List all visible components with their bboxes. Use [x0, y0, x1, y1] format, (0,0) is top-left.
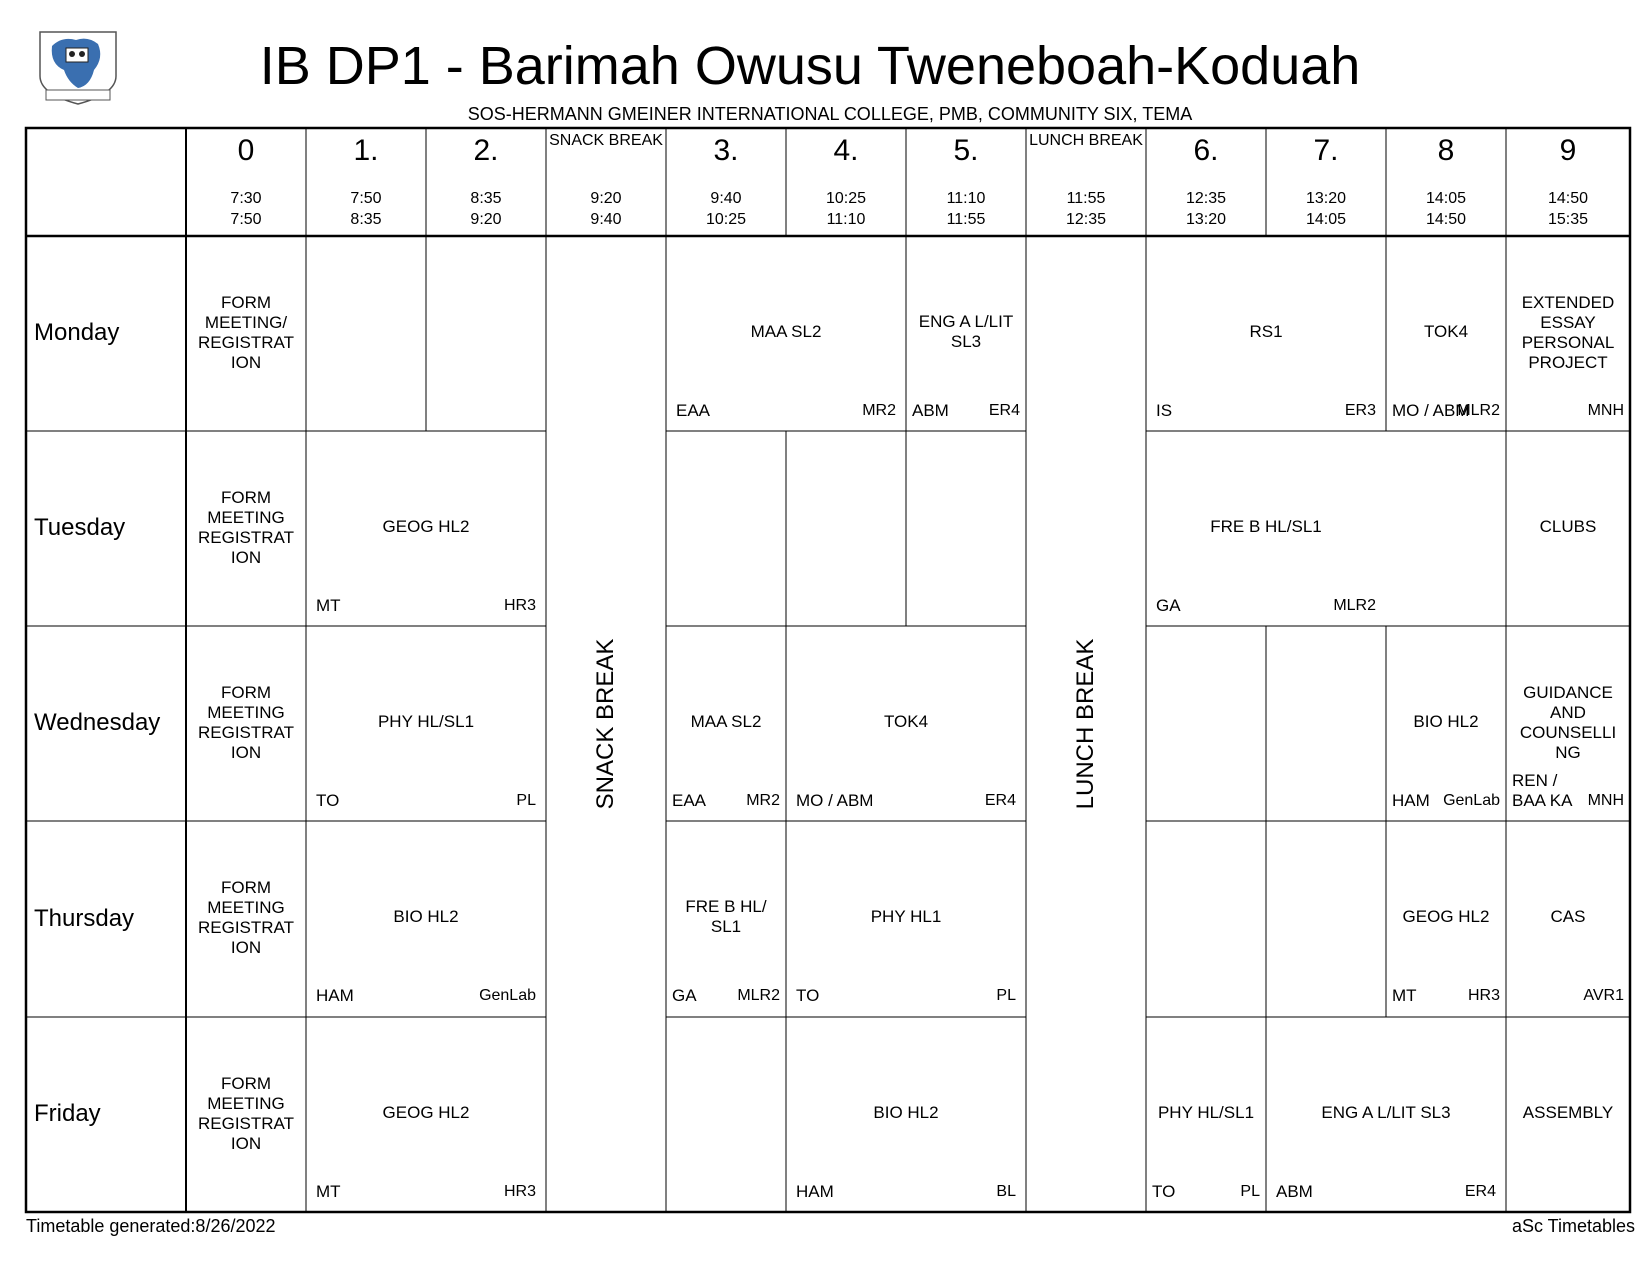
- period-number: 4.: [833, 134, 859, 167]
- lesson-subject: CAS: [1550, 907, 1586, 926]
- lesson-subject: FORM MEETING REGISTRAT ION: [197, 488, 295, 567]
- lesson-cell[interactable]: [1386, 821, 1506, 1017]
- brand-label: aSc Timetables: [1511, 1216, 1635, 1236]
- snack-break-label: SNACK BREAK: [592, 638, 619, 810]
- lesson-cell[interactable]: [1506, 1017, 1630, 1212]
- lesson-room: HR3: [1467, 987, 1500, 1004]
- lesson-subject: PHY HL1: [870, 907, 942, 926]
- period-number: 5.: [953, 134, 979, 167]
- period-number: 9: [1559, 134, 1577, 167]
- lesson-cell[interactable]: [666, 626, 786, 821]
- lesson-cell[interactable]: [1146, 236, 1386, 431]
- lesson-teacher: ABM: [912, 401, 949, 420]
- lesson-cell[interactable]: [1506, 821, 1630, 1017]
- lesson-teacher: MO / ABM: [1392, 401, 1470, 420]
- lesson-room: MNH: [1587, 792, 1624, 809]
- period-number: 0: [237, 134, 255, 167]
- lesson-teacher: HAM: [1392, 791, 1430, 810]
- lesson-subject: GEOG HL2: [382, 517, 470, 536]
- period-number: 6.: [1193, 134, 1219, 167]
- generated-date: Timetable generated:8/26/2022: [26, 1216, 276, 1236]
- lesson-cell[interactable]: [186, 1017, 306, 1212]
- lesson-cell[interactable]: [186, 821, 306, 1017]
- lesson-subject: MAA SL2: [690, 712, 762, 731]
- lesson-subject: BIO HL2: [1413, 712, 1479, 731]
- period-time: 10:25 11:10: [825, 190, 867, 228]
- lesson-teacher: HAM: [796, 1182, 834, 1201]
- lesson-room: MLR2: [1457, 402, 1500, 419]
- lesson-cell[interactable]: [186, 431, 306, 626]
- lesson-teacher: EAA: [672, 791, 707, 810]
- lesson-room: MNH: [1587, 402, 1624, 419]
- lesson-subject: FORM MEETING REGISTRAT ION: [197, 878, 295, 957]
- lesson-cell[interactable]: [1266, 1017, 1506, 1212]
- lesson-cell[interactable]: [186, 626, 306, 821]
- period-number: 1.: [353, 134, 379, 167]
- lesson-room: PL: [1240, 1183, 1260, 1200]
- lesson-cell[interactable]: [1386, 626, 1506, 821]
- lesson-room: ER4: [1464, 1183, 1496, 1200]
- lesson-subject: BIO HL2: [393, 907, 459, 926]
- lesson-cell[interactable]: [1386, 236, 1506, 431]
- lesson-subject: GUIDANCE AND COUNSELLI NG: [1519, 683, 1617, 762]
- period-number: 2.: [473, 134, 499, 167]
- lesson-subject: CLUBS: [1539, 517, 1597, 536]
- lesson-teacher: GA: [1156, 596, 1181, 615]
- lesson-teacher: TO: [316, 791, 340, 810]
- lesson-room: ER4: [984, 792, 1016, 809]
- lesson-cell[interactable]: [1146, 1017, 1266, 1212]
- lesson-room: PL: [516, 792, 536, 809]
- lesson-cell[interactable]: [1506, 431, 1630, 626]
- lesson-subject: TOK4: [1423, 322, 1469, 341]
- lesson-room: AVR1: [1583, 987, 1624, 1004]
- lesson-subject: ASSEMBLY: [1522, 1103, 1614, 1122]
- lesson-room: BL: [996, 1183, 1016, 1200]
- lesson-room: MLR2: [737, 987, 780, 1004]
- lesson-subject: MAA SL2: [750, 322, 822, 341]
- lesson-room: MR2: [862, 402, 896, 419]
- period-time: 13:20 14:05: [1305, 190, 1347, 228]
- lesson-cell[interactable]: [1506, 626, 1630, 821]
- period-time: 12:35 13:20: [1185, 190, 1227, 228]
- period-number: 8: [1437, 134, 1455, 167]
- day-label-thursday: Thursday: [34, 905, 135, 932]
- lesson-subject: FORM MEETING/ REGISTRAT ION: [197, 293, 295, 372]
- lesson-subject: GEOG HL2: [382, 1103, 470, 1122]
- page-title: IB DP1 - Barimah Owusu Tweneboah-Koduah: [259, 36, 1361, 96]
- lesson-room: MLR2: [1333, 597, 1376, 614]
- lesson-teacher: MO / ABM: [796, 791, 874, 810]
- lesson-cell[interactable]: [306, 821, 546, 1017]
- lesson-teacher: ABM: [1276, 1182, 1313, 1201]
- lesson-teacher: MT: [1392, 986, 1417, 1005]
- lesson-room: ER3: [1344, 402, 1376, 419]
- lesson-room: HR3: [503, 1183, 536, 1200]
- lesson-subject: ENG A L/LIT SL3: [1321, 1103, 1451, 1122]
- lesson-subject: PHY HL/SL1: [377, 712, 475, 731]
- lesson-cell[interactable]: [306, 626, 546, 821]
- lesson-cell[interactable]: [306, 431, 546, 626]
- lesson-teacher: TO: [1152, 1182, 1176, 1201]
- lesson-subject: TOK4: [883, 712, 929, 731]
- lesson-teacher: REN / BAA KA: [1512, 771, 1573, 810]
- lesson-teacher: GA: [672, 986, 697, 1005]
- lesson-subject: FRE B HL/ SL1: [685, 897, 767, 936]
- day-label-monday: Monday: [34, 319, 120, 346]
- lesson-cell[interactable]: [186, 236, 306, 431]
- lesson-teacher: IS: [1156, 401, 1173, 420]
- period-time: 9:40 10:25: [705, 190, 747, 228]
- period-time: 9:20 9:40: [590, 190, 622, 228]
- lesson-teacher: EAA: [676, 401, 711, 420]
- lesson-teacher: MT: [316, 596, 341, 615]
- day-label-wednesday: Wednesday: [34, 709, 161, 736]
- period-time: 11:55 12:35: [1065, 190, 1107, 228]
- lesson-teacher: MT: [316, 1182, 341, 1201]
- lunch-break-label: LUNCH BREAK: [1072, 638, 1099, 810]
- lesson-cell[interactable]: [666, 821, 786, 1017]
- period-time: 8:35 9:20: [470, 190, 502, 228]
- lesson-subject: ENG A L/LIT SL3: [918, 312, 1014, 351]
- lunch-break-header: LUNCH BREAK: [1029, 132, 1143, 149]
- day-label-friday: Friday: [34, 1100, 101, 1127]
- lesson-room: ER4: [988, 402, 1020, 419]
- lesson-subject: EXTENDED ESSAY PERSONAL PROJECT: [1521, 293, 1615, 372]
- lesson-subject: RS1: [1249, 322, 1283, 341]
- lesson-subject: FORM MEETING REGISTRAT ION: [197, 683, 295, 762]
- period-time: 14:50 15:35: [1547, 190, 1589, 228]
- lesson-cell[interactable]: [906, 236, 1026, 431]
- period-number: 7.: [1313, 134, 1339, 167]
- lesson-room: HR3: [503, 597, 536, 614]
- period-number: 3.: [713, 134, 739, 167]
- school-crest-icon: [32, 24, 124, 110]
- lesson-cell[interactable]: [306, 1017, 546, 1212]
- lesson-subject: BIO HL2: [873, 1103, 939, 1122]
- lesson-room: GenLab: [1443, 792, 1500, 809]
- lesson-subject: FORM MEETING REGISTRAT ION: [197, 1074, 295, 1153]
- lesson-cell[interactable]: [1146, 431, 1386, 626]
- period-time: 7:50 8:35: [350, 190, 382, 228]
- lesson-cell[interactable]: [786, 821, 1026, 1017]
- snack-break-header: SNACK BREAK: [549, 132, 663, 149]
- lesson-room: GenLab: [479, 987, 536, 1004]
- lesson-subject: GEOG HL2: [1402, 907, 1490, 926]
- lesson-cell[interactable]: [786, 1017, 1026, 1212]
- period-time: 7:30 7:50: [230, 190, 262, 228]
- page-subtitle: SOS-HERMANN GMEINER INTERNATIONAL COLLEGE, PMB, COMMUNITY SIX, TEMA: [467, 104, 1193, 124]
- lesson-room: PL: [996, 987, 1016, 1004]
- lesson-cell[interactable]: [1506, 236, 1630, 431]
- lesson-subject: PHY HL/SL1: [1157, 1103, 1255, 1122]
- period-time: 11:10 11:55: [946, 190, 986, 228]
- lesson-cell[interactable]: [786, 626, 1026, 821]
- lesson-teacher: TO: [796, 986, 820, 1005]
- lesson-subject: FRE B HL/SL1: [1210, 517, 1322, 536]
- period-time: 14:05 14:50: [1425, 190, 1467, 228]
- day-label-tuesday: Tuesday: [34, 514, 126, 541]
- lesson-teacher: HAM: [316, 986, 354, 1005]
- lesson-room: MR2: [746, 792, 780, 809]
- lesson-cell[interactable]: [666, 236, 906, 431]
